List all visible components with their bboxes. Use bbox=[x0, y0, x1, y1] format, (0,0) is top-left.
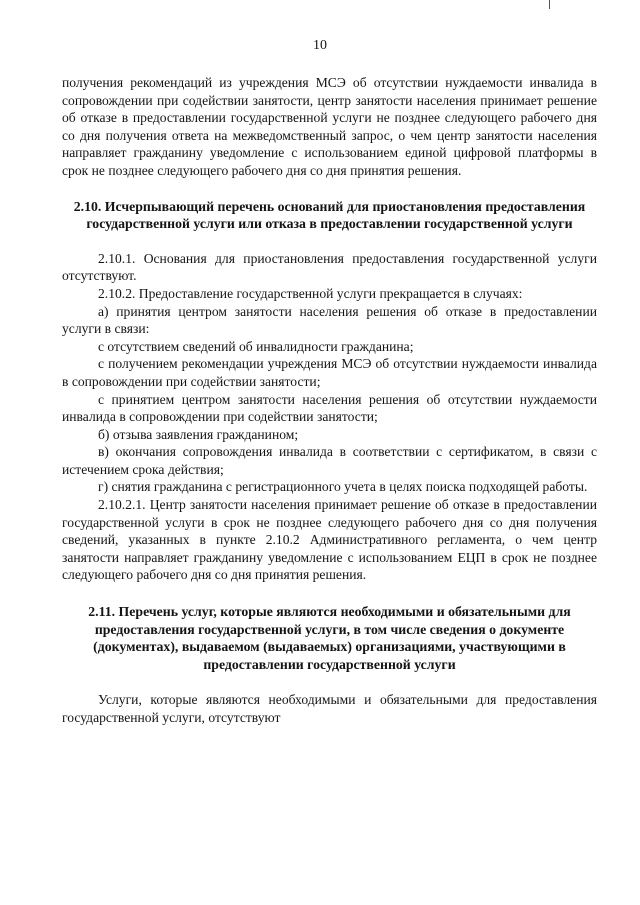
list-item-a-3: с принятием центром занятости населения решения об отсутствии нуждаемости инвалида в сопровождении при содействии занятости; bbox=[62, 391, 597, 425]
document-body bbox=[62, 74, 597, 727]
section-heading-2-10: 2.10. Исчерпывающий перечень оснований для приостановления предоставления государственной услуги или отказа в предоставлении государственной услуги bbox=[73, 198, 586, 232]
paragraph-2-11: Услуги, которые являются необходимыми и обязательными для предоставления государственной услуги, отсутствуют bbox=[62, 692, 597, 725]
paragraph-2-10-2: 2.10.2. Предоставление государственной услуги прекращается в случаях: bbox=[98, 285, 523, 301]
list-item-g: г) снятия гражданина с регистрационного учета в целях поиска подходящей работы. bbox=[98, 479, 588, 495]
scan-mark bbox=[549, 0, 550, 9]
list-item-a: а) принятия центром занятости населения решения об отказе в предоставлении услуги в связи: bbox=[62, 303, 597, 337]
paragraph-2-10-1: 2.10.1. Основания для приостановления предоставления государственной услуги отсутствуют. bbox=[62, 250, 597, 284]
list-item-v: в) окончания сопровождения инвалида в соответствии с сертификатом, в связи с истечением срока действия; bbox=[62, 444, 597, 477]
page-number: 10 bbox=[313, 38, 327, 53]
list-item-a-1: с отсутствием сведений об инвалидности гражданина; bbox=[98, 338, 414, 354]
list-item-b: б) отзыва заявления гражданином; bbox=[98, 426, 299, 442]
paragraph-2-10-2-1: 2.10.2.1. Центр занятости населения принимает решение об отказе в предоставлении государственной услуги в срок не позднее следующего рабочего дня со дня получения сведений, указанных в пункте 2.10.2 Административного регламента, о чем центр занятости направляет гражданину уведомление с использованием ЕЦП в срок не позднее следующего рабочего дня со дня принятия решения. bbox=[62, 497, 597, 583]
section-heading-2-11: 2.11. Перечень услуг, которые являются необходимыми и обязательными для предоставления государственной услуги, в том числе сведения о документе (документах), выдаваемом (выдаваемых) организациями, участвующими в предоставлении государственной услуги bbox=[88, 604, 571, 672]
list-item-a-2: с получением рекомендации учреждения МСЭ об отсутствии нуждаемости инвалида в сопровождении при содействии занятости; bbox=[62, 356, 597, 389]
paragraph-continuation: получения рекомендаций из учреждения МСЭ об отсутствии нуждаемости инвалида в сопровождении при содействии занятости, центр занятости населения принимает решение об отказе в предоставлении государственной услуги не позднее следующего рабочего дня со дня получения ответа на межведомственный запрос, о чем центр занятости населения направляет гражданину уведомление с использованием единой цифровой платформы в срок не позднее следующего рабочего дня со дня принятия решения. bbox=[62, 75, 597, 178]
